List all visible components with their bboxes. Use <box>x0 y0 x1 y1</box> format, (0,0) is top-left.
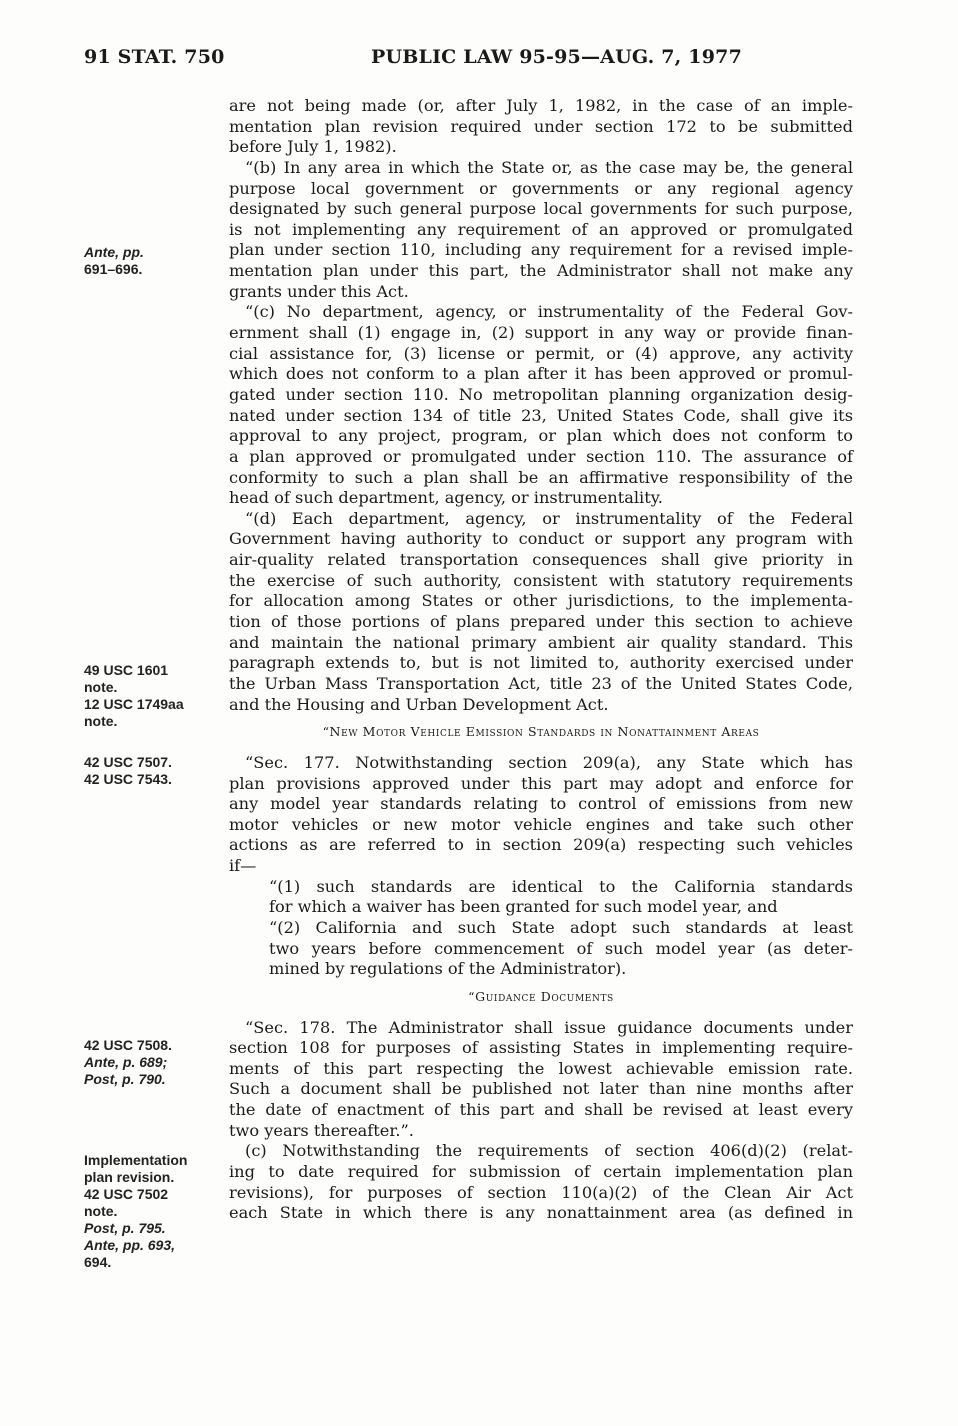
margin-note-line: 42 USC 7507. <box>84 754 172 770</box>
body-line: if— <box>229 856 257 876</box>
body-line: and maintain the national primary ambient air quality standard. This <box>229 632 853 652</box>
body-line: is not implementing any requirement of an approved or promulgated <box>229 219 853 239</box>
body-line: purpose local government or governments or any regional agency <box>229 178 853 198</box>
body-line: plan under section 110, including any requirement for a revised imple- <box>229 240 853 260</box>
body-line: ing to date required for submission of certain implementation plan <box>229 1162 853 1182</box>
body-line: designated by such general purpose local governments for such purpose, <box>229 199 853 219</box>
page-title: PUBLIC LAW 95-95—AUG. 7, 1977 <box>371 46 742 68</box>
body-line: for allocation among States or other jurisdictions, to the implementa- <box>229 591 853 611</box>
body-line: gated under section 110. No metropolitan planning organization desig- <box>229 384 853 404</box>
body-line: cial assistance for, (3) license or permit, or (4) approve, any activity <box>229 343 853 363</box>
body-line: each State in which there is any nonattainment area (as defined in <box>229 1203 853 1223</box>
margin-note-usc-1601 <box>84 662 219 730</box>
margin-note-line: plan revision. <box>84 1169 175 1185</box>
body-line: the Urban Mass Transportation Act, title 23 of the United States Code, <box>229 673 853 693</box>
body-line: “Sec. 178. The Administrator shall issue guidance documents under <box>245 1017 853 1037</box>
margin-note-line: note. <box>84 1203 118 1219</box>
margin-note-line: 42 USC 7502 <box>84 1186 169 1202</box>
body-line: plan provisions approved under this part may adopt and enforce for <box>229 773 853 793</box>
section-heading-178: “Guidance Documents <box>468 988 614 1004</box>
margin-note-line: Implementation <box>84 1152 188 1168</box>
section-heading-177: “New Motor Vehicle Emission Standards in Nonattainment Areas <box>322 724 760 740</box>
body-line: “(d) Each department, agency, or instrumentality of the Federal <box>245 508 853 528</box>
body-line: conformity to such a plan shall be an affirmative responsibility of the <box>229 467 853 487</box>
body-line: Government having authority to conduct or support any program with <box>229 529 853 549</box>
body-line: before July 1, 1982). <box>229 137 397 157</box>
body-line: motor vehicles or new motor vehicle engines and take such other <box>229 814 853 834</box>
body-line: section 108 for purposes of assisting States in implementing require- <box>229 1038 853 1058</box>
body-line: mentation plan revision required under section 172 to be submitted <box>229 116 853 136</box>
margin-note-line: Post, p. 790. <box>84 1071 166 1087</box>
body-line: grants under this Act. <box>229 281 409 301</box>
body-line: a plan approved or promulgated under section 110. The assurance of <box>229 446 853 466</box>
margin-note-line: 42 USC 7508. <box>84 1037 172 1053</box>
margin-note-line: Ante, p. 689; <box>84 1054 168 1070</box>
margin-note-line: 12 USC 1749aa <box>84 696 184 712</box>
margin-note-ante-691 <box>84 244 219 278</box>
body-line: nated under section 134 of title 23, United States Code, shall give its <box>229 405 853 425</box>
body-line: tion of those portions of plans prepared under this section to achieve <box>229 612 853 632</box>
body-line: which does not conform to a plan after it has been approved or promul- <box>229 364 853 384</box>
body-line: revisions), for purposes of section 110(a)(2) of the Clean Air Act <box>229 1182 853 1202</box>
margin-note-line: 694. <box>84 1254 112 1270</box>
margin-note-line: note. <box>84 713 118 729</box>
body-line: are not being made (or, after July 1, 1982, in the case of an imple- <box>229 96 853 115</box>
statute-body <box>229 96 853 1224</box>
body-line: two years before commencement of such model year (as deter- <box>269 938 853 958</box>
body-line: head of such department, agency, or instrumentality. <box>229 488 663 508</box>
body-line: any model year standards relating to control of emissions from new <box>229 794 853 814</box>
margin-note-line: note. <box>84 679 118 695</box>
body-line: ernment shall (1) engage in, (2) support in any way or provide finan- <box>229 323 853 343</box>
body-line: two years thereafter.”. <box>229 1120 414 1140</box>
body-line: “(c) No department, agency, or instrumentality of the Federal Gov- <box>245 302 853 322</box>
body-line: air-quality related transportation consequences shall give priority in <box>229 550 853 570</box>
margin-note-implementation <box>84 1152 219 1271</box>
margin-note-line: 42 USC 7543. <box>84 771 172 787</box>
body-line: the date of enactment of this part and shall be revised at least every <box>229 1100 853 1120</box>
body-line: mined by regulations of the Administrator). <box>269 959 627 979</box>
body-line: and the Housing and Urban Development Act. <box>229 694 609 714</box>
stat-reference: 91 STAT. 750 <box>84 46 225 68</box>
body-line: approval to any project, program, or plan which does not conform to <box>229 426 853 446</box>
body-line: actions as are referred to in section 209(a) respecting such vehicles <box>229 835 853 855</box>
body-line: (c) Notwithstanding the requirements of section 406(d)(2) (relat- <box>245 1141 853 1161</box>
body-line: the exercise of such authority, consistent with statutory requirements <box>229 570 853 590</box>
body-line: “(1) such standards are identical to the California standards <box>269 876 853 896</box>
body-line: ments of this part respecting the lowest achievable emission rate. <box>229 1058 853 1078</box>
margin-note-usc-7507 <box>84 754 219 788</box>
body-line: mentation plan under this part, the Administrator shall not make any <box>229 261 853 281</box>
body-line: paragraph extends to, but is not limited to, authority exercised under <box>229 653 853 673</box>
margin-note-usc-7508 <box>84 1037 219 1088</box>
margin-note-line: Post, p. 795. <box>84 1220 166 1236</box>
body-line: “(b) In any area in which the State or, as the case may be, the general <box>245 157 853 177</box>
body-line: “Sec. 177. Notwithstanding section 209(a), any State which has <box>245 752 853 772</box>
margin-note-line: 691–696. <box>84 261 143 277</box>
margin-note-line: Ante, pp. <box>84 244 144 260</box>
body-line: for which a waiver has been granted for such model year, and <box>269 897 778 917</box>
body-line: “(2) California and such State adopt such standards at least <box>269 917 853 937</box>
margin-note-line: Ante, pp. 693, <box>84 1237 176 1253</box>
margin-note-line: 49 USC 1601 <box>84 662 169 678</box>
body-line: Such a document shall be published not later than nine months after <box>229 1079 853 1099</box>
